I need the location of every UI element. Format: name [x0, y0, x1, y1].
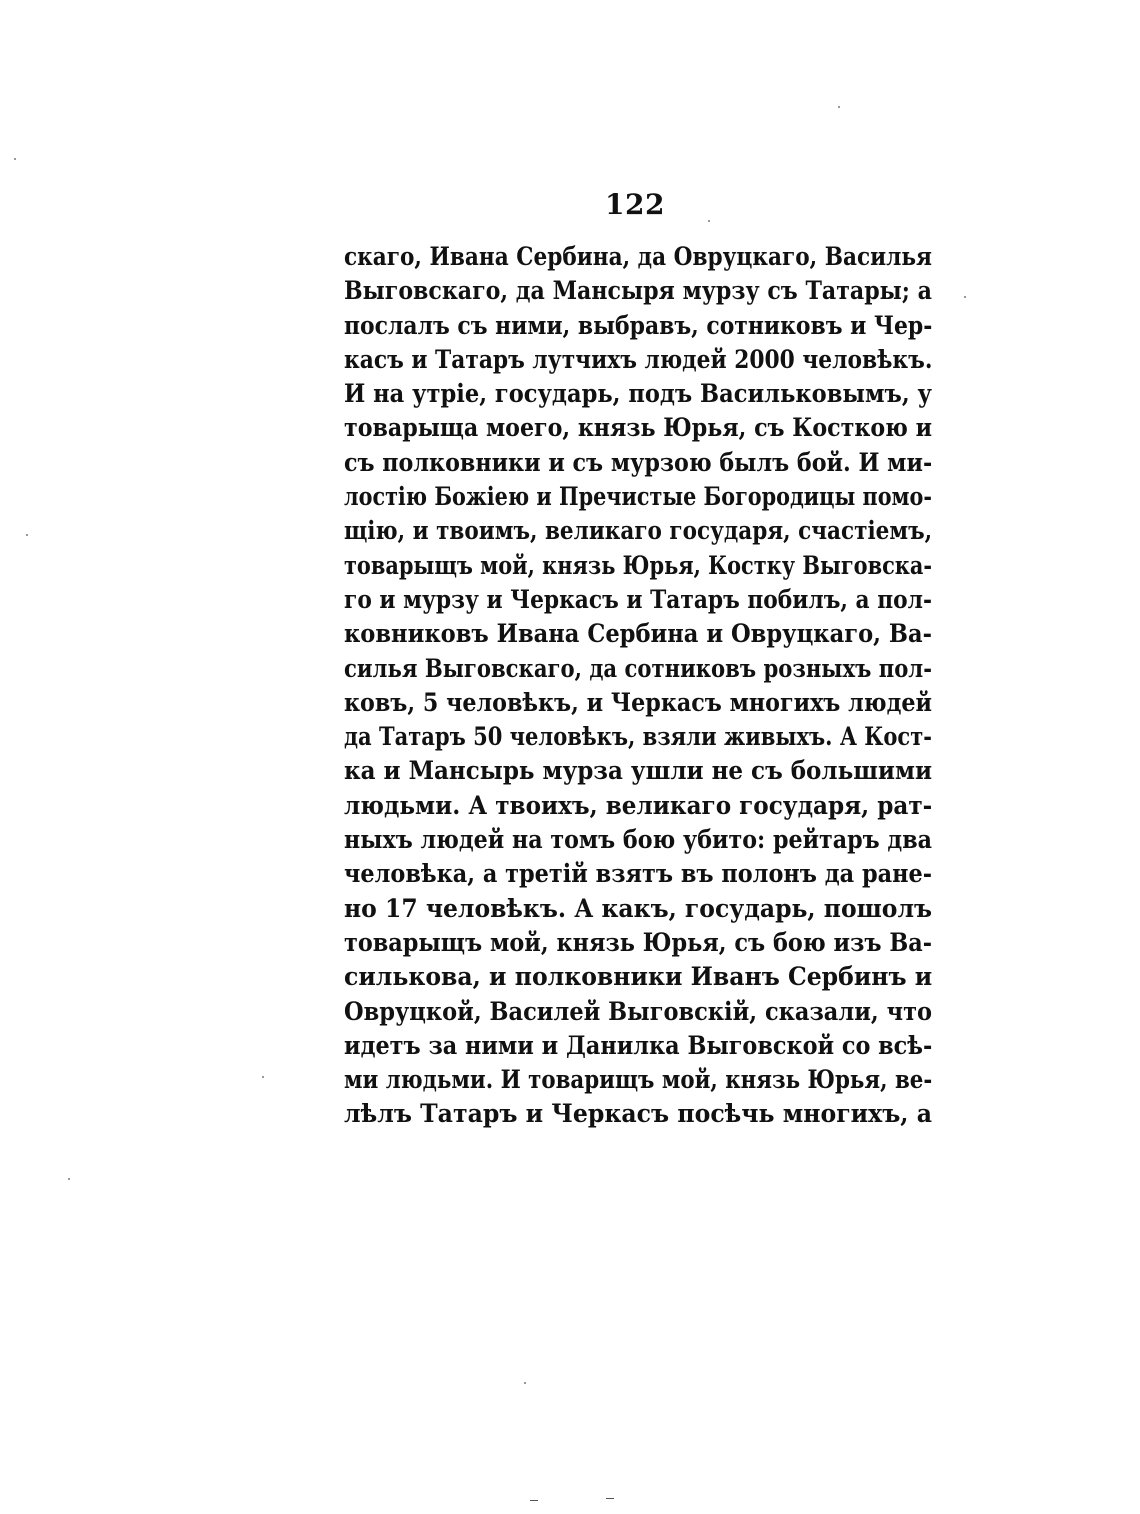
text-line: да Татаръ 50 человѣкъ, взяли живыхъ. А Кост-	[344, 722, 932, 753]
scan-mark	[530, 1500, 538, 1501]
scan-speck	[524, 1382, 526, 1384]
text-line: касъ и Татаръ лутчихъ людей 2000 человѣкъ.	[344, 344, 933, 375]
text-line: ныхъ людей на томъ бою убито: рейтаръ два	[344, 825, 932, 856]
text-line: лостію Божіею и Пречистые Богородицы помо-	[344, 482, 932, 513]
text-line: щію, и твоимъ, великаго государя, счастіемъ,	[344, 516, 933, 547]
text-line: силькова, и полковники Иванъ Сербинъ и	[344, 962, 933, 993]
text-line: человѣка, а третій взятъ въ полонъ да ране-	[344, 859, 932, 890]
text-line: ка и Мансырь мурза ушли не съ большими	[344, 756, 933, 787]
scan-speck	[262, 1076, 264, 1078]
scan-speck	[14, 158, 16, 160]
text-line: Овруцкой, Василей Выговскій, сказали, что	[344, 996, 932, 1027]
text-line: ковниковъ Ивана Сербина и Овруцкаго, Ва-	[344, 619, 932, 650]
text-line: ми людьми. И товарищъ мой, князь Юрья, ве-	[344, 1065, 933, 1096]
text-line: лѣлъ Татаръ и Черкасъ посѣчь многихъ, а	[344, 1099, 932, 1130]
text-line: но 17 человѣкъ. А какъ, государь, пошолъ	[344, 893, 933, 924]
scan-speck	[838, 106, 840, 108]
text-line: И на утріе, государь, подъ Васильковымъ, у	[344, 379, 932, 410]
scan-speck	[26, 534, 28, 536]
text-line: скаго, Ивана Сербина, да Овруцкаго, Василья	[344, 242, 932, 272]
text-line: товарыщъ мой, князь Юрья, съ бою изъ Ва-	[344, 927, 932, 958]
text-line: Выговскаго, да Мансыря мурзу съ Татары; а	[344, 276, 932, 307]
text-line: силья Выговскаго, да сотниковъ розныхъ пол-	[344, 653, 932, 684]
scan-mark	[606, 1498, 614, 1499]
text-line: людьми. А твоихъ, великаго государя, рат-	[344, 790, 933, 821]
text-line: идетъ за ними и Данилка Выговской со всѣ-	[344, 1030, 933, 1061]
scan-speck	[708, 220, 710, 222]
text-line: ковъ, 5 человѣкъ, и Черкасъ многихъ людей	[344, 687, 932, 718]
text-line: послалъ съ ними, выбравъ, сотниковъ и Чер-	[344, 310, 933, 341]
scan-speck	[964, 296, 966, 298]
scan-speck	[68, 1178, 70, 1180]
text-line: товарыщъ мой, князь Юрья, Костку Выговска-	[344, 550, 932, 581]
body-text	[344, 240, 932, 1132]
page-number: 122	[605, 188, 665, 221]
text-line: съ полковники и съ мурзою былъ бой. И ми-	[344, 447, 933, 478]
text-line: товарыща моего, князь Юрья, съ Косткою и	[344, 413, 932, 444]
text-line: го и мурзу и Черкасъ и Татаръ побилъ, а пол-	[344, 584, 932, 615]
